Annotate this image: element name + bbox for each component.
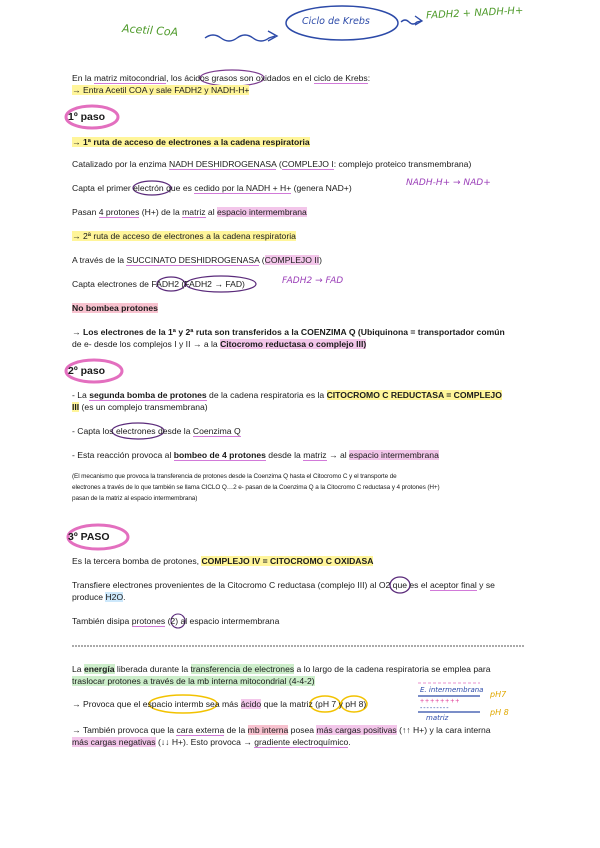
text: → 1ª ruta de acceso de electrones a la cadena respiratoria: [72, 137, 310, 147]
mecanismo-line-2: electrones a través de lo que también se llama CICLO Q…2 e- pasan de la Coenzima Q a la Citocromo C reductasa y 4 protones (H+): [72, 484, 440, 491]
cara-term: cara externa: [176, 725, 225, 735]
text: → al: [326, 450, 350, 460]
text: al espacio intermembrana: [178, 616, 280, 626]
text: que es: [163, 183, 195, 193]
fadh2-reaction: (FADH2 → FAD): [181, 279, 245, 289]
enzyme-term: SUCCINATO DESHIDROGENASA: [126, 255, 260, 265]
espacio-term: espacio intermembrana: [349, 450, 439, 460]
text: .: [348, 737, 351, 747]
text: No bombea protones: [72, 303, 158, 313]
wave-arrow-icon: [205, 35, 275, 41]
gradiente-term: gradiente electroquímico: [254, 737, 349, 747]
diagram-ph8: pH 8: [490, 708, 509, 717]
transfiere-line: [72, 579, 495, 592]
text: .: [123, 592, 126, 602]
protones-term: 4 protones: [98, 207, 140, 217]
arrow-head-icon: [268, 31, 277, 41]
no-bombea-line: [72, 302, 158, 315]
matriz-term: matriz: [182, 207, 206, 217]
count-term: (2): [167, 616, 179, 626]
pasan-line: [72, 206, 307, 219]
tambien-line-2: [72, 736, 351, 749]
text: - Esta reacción provoca al: [72, 450, 174, 460]
energia-line: [72, 663, 491, 676]
text: de la cadena respiratoria es la: [206, 390, 327, 400]
text: sea más: [203, 699, 241, 709]
text: Transfiere electrones provenientes de la Citocromo C reductasa (complejo III) al: [72, 580, 379, 590]
fadh2-term: FADH2: [151, 279, 180, 289]
text: (genera NAD+): [291, 183, 352, 193]
text: La: [72, 664, 84, 674]
nadh-note: NADH-H+ → NAD+: [406, 178, 491, 188]
citocromo-term: Citocromo reductasa o complejo III): [220, 339, 367, 349]
matriz-term: matriz: [303, 450, 327, 460]
text: liberada durante la: [114, 664, 191, 674]
positivas-term: más cargas positivas: [316, 725, 397, 735]
diagram-plus: + + + + + + + +: [420, 698, 459, 705]
espacio-term: espacio intermembrana: [217, 207, 307, 217]
ph-term: pH 7: [318, 699, 337, 709]
text: son oxidados en el: [237, 73, 314, 83]
text: - Capta los: [72, 426, 116, 436]
enzyme-term: NADH DESHIDROGENASA: [168, 159, 277, 169]
energia-line-2: [72, 675, 315, 688]
traslocar-term: traslocar protones a través de la mb interna mitocondrial (4-4-2): [72, 676, 315, 686]
citocromo-c-term: CITOCROMO C REDUCTASA = COMPLEJO: [326, 390, 502, 400]
complejo-iii-term: III: [72, 402, 80, 412]
produce-line: [72, 591, 126, 604]
aceptor-term: aceptor final: [429, 580, 477, 590]
text: (es un complejo transmembrana): [79, 402, 208, 412]
bomba-term: segunda bomba de protones: [89, 390, 207, 400]
complex-term: COMPLEJO I: [281, 159, 334, 169]
text: desde la: [155, 426, 193, 436]
text: → Entra Acetil COA y sale FADH2 y NADH-H+: [72, 85, 250, 95]
text: desde la: [265, 450, 304, 460]
diagram-minus: - - - - - - - - -: [420, 705, 449, 712]
ciclo-term: ciclo de Krebs: [313, 73, 368, 83]
electrones-line-1: [72, 326, 505, 339]
matriz-term: matriz mitocondrial: [93, 73, 167, 83]
text: También disipa: [72, 616, 132, 626]
capta2-line: [72, 278, 245, 291]
electron-term: electrón: [133, 183, 164, 193]
arrow-head-icon: [415, 16, 422, 25]
ciclo-krebs-note: Ciclo de Krebs: [302, 16, 370, 27]
text: Capta electrones de: [72, 279, 152, 289]
negativas-term: más cargas negativas: [72, 737, 156, 747]
provoca-line: [72, 698, 366, 711]
text: que la: [261, 699, 290, 709]
intro-line-2: [72, 84, 249, 97]
text: Pasan: [72, 207, 99, 217]
segunda-line-2: [72, 401, 208, 414]
products-note: FADH2 + NADH-H+: [425, 5, 524, 22]
mecanismo-line-3: pasan de la matriz al espacio intermembrana): [72, 495, 198, 502]
reaccion-line: [72, 449, 439, 462]
mecanismo-line-1: (El mecanismo que provoca la transferencia de protones desde la Coenzima Q hasta el Citocromo C y el transporte de: [72, 473, 397, 480]
catalizado-line: [72, 158, 471, 171]
text: → Provoca que el: [72, 699, 143, 709]
text: (: [259, 255, 265, 265]
text: A través de la: [72, 255, 127, 265]
text: (↓↓ H+). Esto provoca →: [155, 737, 255, 747]
ruta2-line: [72, 230, 296, 243]
text: En la: [72, 73, 94, 83]
fadh2-note: FADH2 → FAD: [282, 276, 344, 286]
text: → 2ª ruta de acceso de electrones a la cadena respiratoria: [72, 231, 296, 241]
energia-term: energía: [83, 664, 115, 674]
transferencia-term: transferencia de electrones: [190, 664, 295, 674]
cedido-term: cedido por la NADH + H+: [194, 183, 292, 193]
text: - La: [72, 390, 90, 400]
text: de e- desde los complejos I y II → a la: [72, 339, 221, 349]
traves-line: [72, 254, 322, 267]
text: produce: [72, 592, 106, 602]
text: que es el: [390, 580, 430, 590]
intro-line: [72, 72, 370, 85]
bombeo-term: bombeo de 4 protones: [173, 450, 266, 460]
paso2-title: 2º paso: [68, 365, 106, 377]
o2-term: O2: [378, 580, 391, 590]
electrones-line-2: [72, 338, 366, 351]
paso1-title: 1º paso: [68, 111, 106, 123]
acido-term: ácido: [240, 699, 262, 709]
text: :: [367, 73, 371, 83]
acidos-term: ácidos grasos: [184, 73, 238, 83]
acetil-coa-note: Acetil CoA: [121, 22, 179, 39]
text: y pH 8): [336, 699, 367, 709]
tercera-line: [72, 555, 373, 568]
text: → Los electrones de la 1ª y 2ª ruta son transferidos a la COENZIMA Q (Ubiquinona = transportador común: [72, 327, 505, 337]
text: de la: [224, 725, 248, 735]
text: y se: [476, 580, 495, 590]
segunda-line: [72, 389, 502, 402]
coenzima-term: Coenzima Q: [192, 426, 241, 436]
paso3-title: 3º PASO: [68, 531, 110, 543]
espacio-term: espacio intermb: [142, 699, 204, 709]
h2o-term: H2O: [105, 592, 124, 602]
text: ): [319, 255, 322, 265]
disipa-line: [72, 615, 279, 628]
text: (: [276, 159, 282, 169]
diagram-ph7: pH7: [490, 690, 507, 699]
electrones-term: electrones: [115, 426, 156, 436]
mb-term: mb interna: [247, 725, 289, 735]
text: (H+) de la: [139, 207, 183, 217]
text: posea: [288, 725, 317, 735]
text: al: [205, 207, 218, 217]
text: Capta el primer: [72, 183, 134, 193]
complejo-iv-term: COMPLEJO IV = CITOCROMO C OXIDASA: [201, 556, 374, 566]
ruta1-line: [72, 136, 310, 149]
text: → También provoca que la: [72, 725, 177, 735]
text: , los: [166, 73, 185, 83]
tambien-line: [72, 724, 491, 737]
protones-term: protones: [131, 616, 166, 626]
complex-term: COMPLEJO II: [264, 255, 320, 265]
capta-electrones-line: [72, 425, 241, 438]
text: Catalizado por la enzima: [72, 159, 169, 169]
text: (: [312, 699, 319, 709]
text: a lo largo de la cadena respiratoria se emplea para: [294, 664, 491, 674]
capta-line: [72, 182, 352, 195]
text: (↑↑ H+) y la cara interna: [396, 725, 491, 735]
text: : complejo proteico transmembrana): [333, 159, 472, 169]
text: Es la tercera bomba de protones,: [72, 556, 202, 566]
diagram-top-label: E. intermembrana: [420, 686, 484, 694]
diagram-bottom-label: matriz: [426, 714, 449, 722]
matriz-term: matriz: [289, 699, 313, 709]
